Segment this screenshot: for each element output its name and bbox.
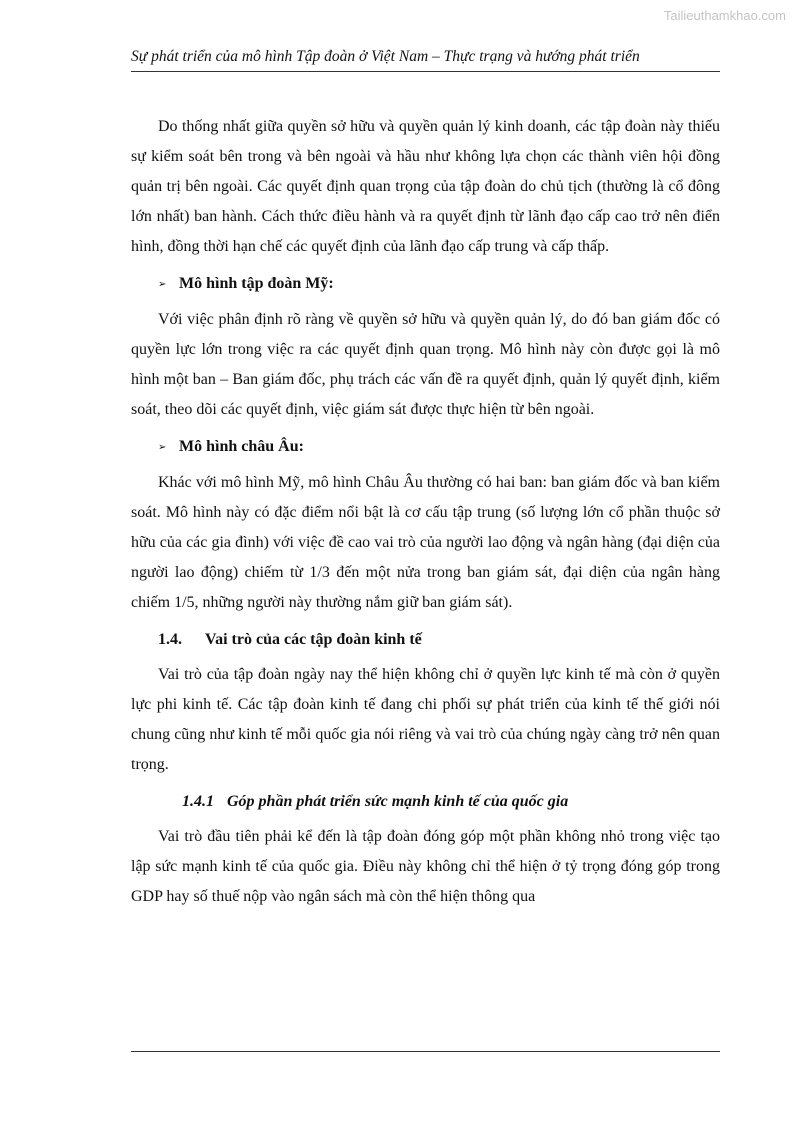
- bullet-heading-text: Mô hình châu Âu:: [179, 438, 304, 455]
- paragraph-4: Vai trò của tập đoàn ngày nay thể hiện không chỉ ở quyền lực kinh tế mà còn ở quyền lực phi kinh tế. Các tập đoàn kinh tế đang chi phối sự phát triển của kinh tế thế giới nói chung cũng như kinh tế mỗi quốc gia nói riêng và vai trò của chúng ngày càng trở nên quan trọng.: [131, 666, 720, 773]
- bullet-heading-text: Mô hình tập đoàn Mỹ:: [179, 275, 334, 292]
- running-header: Sự phát triển của mô hình Tập đoàn ở Việt Nam – Thực trạng và hướng phát triển: [131, 47, 720, 72]
- arrowhead-bullet-icon: ➢: [158, 442, 167, 453]
- section-number: 1.4.: [158, 631, 182, 648]
- section-title: Vai trò của các tập đoàn kinh tế: [205, 631, 422, 648]
- subsection-title: Góp phần phát triển sức mạnh kinh tế của quốc gia: [227, 793, 569, 810]
- bullet-heading-eu-model: [158, 432, 720, 463]
- subsection-number: 1.4.1: [182, 793, 214, 810]
- bullet-heading-us-model: [158, 269, 720, 300]
- paragraph-1: Do thống nhất giữa quyền sở hữu và quyền quản lý kinh doanh, các tập đoàn này thiếu sự kiểm soát bên trong và bên ngoài và hầu như không lựa chọn các thành viên hội đồng quản trị bên ngoài. Các quyết định quan trọng của tập đoàn do chủ tịch (thường là cổ đông lớn nhất) ban hành. Cách thức điều hành và ra quyết định từ lãnh đạo cấp cao trở nên điển hình, đồng thời hạn chế các quyết định của lãnh đạo cấp trung và cấp thấp.: [131, 118, 720, 255]
- document-body: [131, 112, 720, 912]
- paragraph-5: Vai trò đầu tiên phải kể đến là tập đoàn đóng góp một phần không nhỏ trong việc tạo lập sức mạnh kinh tế của quốc gia. Điều này không chỉ thể hiện ở tỷ trọng đóng góp trong GDP hay số thuế nộp vào ngân sách mà còn thể hiện thông qua: [131, 828, 720, 905]
- arrowhead-bullet-icon: ➢: [158, 279, 167, 290]
- footer-rule: [131, 1051, 720, 1052]
- subsection-heading-1-4-1: [182, 787, 720, 817]
- paragraph-3: Khác với mô hình Mỹ, mô hình Châu Âu thường có hai ban: ban giám đốc và ban kiểm soát. Mô hình này có đặc điểm nổi bật là cơ cấu tập trung (số lượng lớn cổ phần thuộc sở hữu của các gia đình) với việc đề cao vai trò của người lao động và ngân hàng (đại diện của người lao động) chiếm từ 1/3 đến một nửa trong ban giám sát, đại diện của ngân hàng chiếm 1/5, những người này thường nắm giữ ban giám sát).: [131, 474, 720, 611]
- section-heading-1-4: [158, 625, 720, 655]
- paragraph-2: Với việc phân định rõ ràng về quyền sở hữu và quyền quản lý, do đó ban giám đốc có quyền lực lớn trong việc ra các quyết định quan trọng. Mô hình này còn được gọi là mô hình một ban – Ban giám đốc, phụ trách các vấn đề ra quyết định, quản lý quyết định, kiểm soát, theo dõi các quyết định, việc giám sát được thực hiện từ bên ngoài.: [131, 311, 720, 418]
- watermark: Tailieuthamkhao.com: [663, 8, 786, 23]
